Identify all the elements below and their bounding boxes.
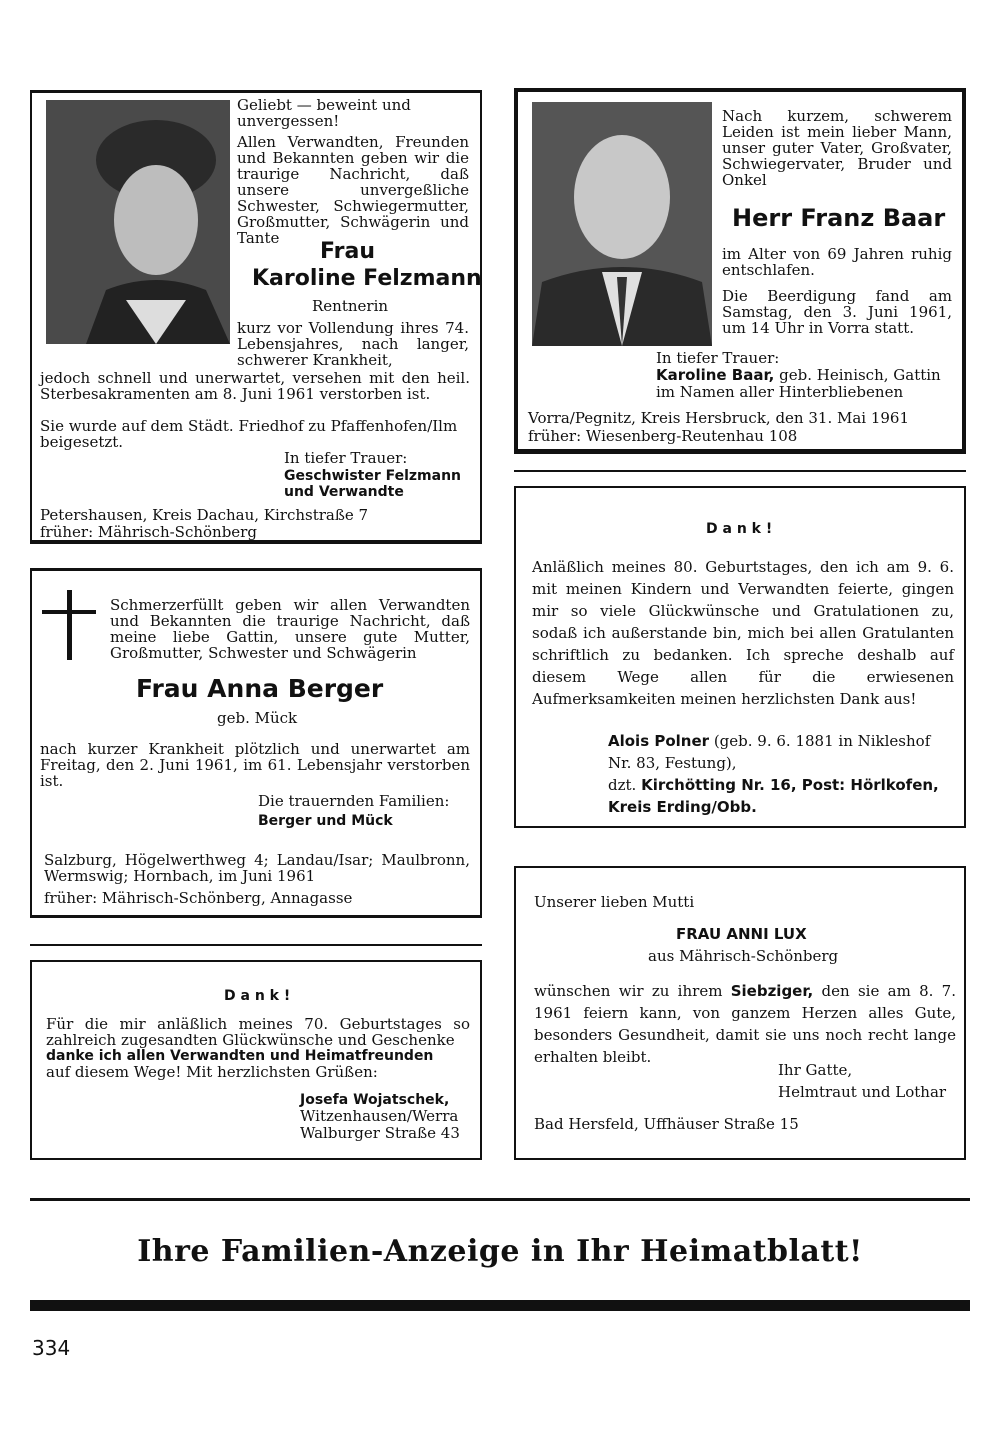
berger-mourners: Berger und Mück	[258, 813, 393, 829]
banner-rule-top	[30, 1198, 970, 1201]
felzmann-text2a: kurz vor Vollendung ihres 74. Lebensjahres, nach langer, schwerer Krankheit,	[237, 319, 469, 369]
berger-text2: nach kurzer Krankheit plötzlich und unerwartet am Freitag, den 2. Juni 1961, im 61. Lebensjahr verstorben ist.	[40, 740, 470, 790]
lux-text-b: den sie am 8. 7. 1961 feiern kann, von ganzem Herzen alles Gute, besonders Gesundheit, damit sie uns noch recht lange erhalten bleibt.	[534, 982, 956, 1066]
wojatschek-text-b: danke ich allen Verwandten und Heimatfreunden	[46, 1048, 434, 1064]
baar-former: früher: Wiesenberg-Reutenhau 108	[528, 427, 798, 445]
berger-name: Frau Anna Berger	[136, 674, 384, 703]
felzmann-text1: Allen Verwandten, Freunden und Bekannten geben wir die traurige Nachricht, daß unsere unvergeßliche Schwester, Schwiegermutter, Großmutter, Schwägerin und Tante	[237, 133, 469, 247]
felzmann-address: Petershausen, Kreis Dachau, Kirchstraße 7	[40, 506, 369, 524]
banner-rule-bottom	[30, 1300, 970, 1311]
baar-text1: Nach kurzem, schwerem Leiden ist mein lieber Mann, unser guter Vater, Großvater, Schwiegervater, Bruder und Onkel	[722, 107, 952, 189]
lux-text	[534, 980, 956, 1068]
polner-text: Anläßlich meines 80. Geburtstages, den ich am 9. 6. mit meinen Kindern und Verwandten feierte, gingen mir so viele Glückwünsche und Gratulationen zu, sodaß ich außerstande bin, mich bei allen Gratulanten schriftlich zu bedanken. Ich spreche deshalb auf diesem Wege allen für die erwiesenen Aufmerksamkeiten meinen herzlichsten Dank aus!	[532, 558, 954, 708]
cross-icon	[40, 590, 100, 660]
lux-sig2: Helmtraut und Lothar	[778, 1083, 947, 1101]
polner-sig-name: Alois Polner	[608, 732, 710, 750]
portrait-man-image	[532, 102, 712, 346]
felzmann-mourn-label: In tiefer Trauer:	[284, 449, 408, 467]
felzmann-name: Karoline Felzmann	[252, 266, 482, 291]
felzmann-intro: Geliebt — beweint und unvergessen!	[237, 96, 411, 130]
baar-mourner-rest: geb. Heinisch, Gattin	[779, 366, 941, 384]
lux-text-a: wünschen wir zu ihrem	[534, 982, 723, 1000]
polner-signature	[608, 730, 958, 818]
felzmann-text2b: jedoch schnell und unerwartet, versehen mit den heil. Sterbesakramenten am 8. Juni 1961 verstorben ist.	[40, 369, 470, 403]
baar-mourner-name: Karoline Baar,	[656, 366, 775, 384]
felzmann-text3: Sie wurde auf dem Städt. Friedhof zu Pfaffenhofen/Ilm beigesetzt.	[40, 417, 458, 451]
lux-name: FRAU ANNI LUX	[676, 925, 807, 943]
berger-address: Salzburg, Högelwerthweg 4; Landau/Isar; Maulbronn, Wermswig; Hornbach, im Juni 1961	[44, 851, 470, 885]
banner-text: Ihre Familien-Anzeige in Ihr Heimatblatt!	[137, 1234, 863, 1269]
polner-heading: D a n k !	[706, 521, 773, 537]
wojatschek-text-c: auf diesem Wege! Mit herzlichsten Grüßen:	[46, 1063, 378, 1081]
baar-mourner-line2: im Namen aller Hinterbliebenen	[656, 383, 904, 401]
lux-greeting: Unserer lieben Mutti	[534, 893, 695, 911]
felzmann-mourners: Geschwister Felzmann und Verwandte	[284, 468, 462, 500]
baar-portrait	[532, 102, 712, 346]
berger-former: früher: Mährisch-Schönberg, Annagasse	[44, 889, 353, 907]
felzmann-title: Rentnerin	[312, 297, 389, 315]
lux-sig1: Ihr Gatte,	[778, 1061, 853, 1079]
wojatschek-sig-name: Josefa Wojatschek,	[300, 1092, 450, 1108]
wojatschek-heading: D a n k !	[224, 988, 291, 1004]
divider-rule-top-right	[514, 470, 966, 472]
felzmann-former: früher: Mährisch-Schönberg	[40, 523, 257, 541]
felzmann-frau: Frau	[320, 239, 375, 264]
wojatschek-text-a: Für die mir anläßlich meines 70. Geburtstages so zahlreich zugesandten Glückwünsche und Geschenke	[46, 1015, 470, 1049]
berger-born: geb. Mück	[217, 709, 298, 727]
wojatschek-sig-street: Walburger Straße 43	[300, 1124, 460, 1142]
polner-sig-addr: Kirchötting Nr. 16, Post: Hörlkofen, Kreis Erding/Obb.	[608, 776, 939, 816]
divider-rule-mid-left	[30, 944, 482, 946]
felzmann-portrait	[46, 100, 230, 344]
polner-sig-dzt: dzt.	[608, 776, 637, 794]
baar-text3: Die Beerdigung fand am Samstag, den 3. Juni 1961, um 14 Uhr in Vorra statt.	[722, 287, 952, 337]
berger-mourn-label: Die trauernden Familien:	[258, 792, 450, 810]
portrait-woman-image	[46, 100, 230, 344]
lux-address: Bad Hersfeld, Uffhäuser Straße 15	[534, 1115, 799, 1133]
baar-address: Vorra/Pegnitz, Kreis Hersbruck, den 31. Mai 1961	[528, 409, 910, 427]
lux-text-bold: Siebziger,	[730, 982, 814, 1000]
berger-text1: Schmerzerfüllt geben wir allen Verwandten und Bekannten die traurige Nachricht, daß meine liebe Gattin, unsere gute Mutter, Großmutter, Schwester und Schwägerin	[110, 596, 470, 662]
polner-sig-rest: (geb. 9. 6. 1881 in Nikleshof Nr. 83, Festung),	[608, 732, 931, 772]
baar-mourn-label: In tiefer Trauer:	[656, 349, 780, 367]
baar-name: Herr Franz Baar	[732, 204, 946, 232]
page-number: 334	[32, 1336, 71, 1360]
baar-text2: im Alter von 69 Jahren ruhig entschlafen.	[722, 245, 952, 279]
baar-mourner-line	[656, 367, 956, 383]
wojatschek-sig-city: Witzenhausen/Werra	[300, 1107, 459, 1125]
lux-origin: aus Mährisch-Schönberg	[648, 947, 839, 965]
